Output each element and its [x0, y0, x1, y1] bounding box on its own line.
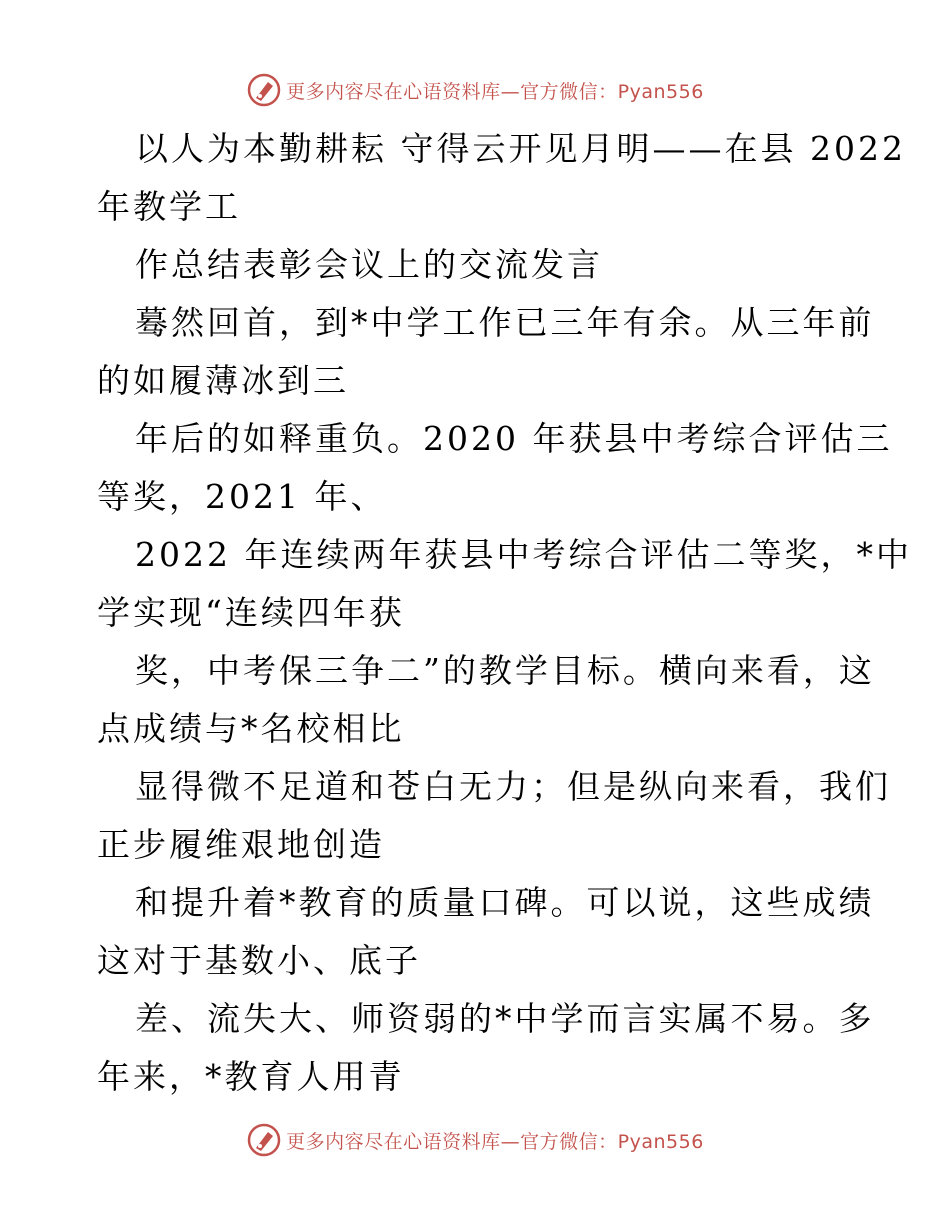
- text-line: 点成绩与*名校相比: [97, 709, 405, 748]
- text-line: 年来，*教育人用青: [97, 1057, 405, 1096]
- text-line: 学实现“连续四年获: [97, 593, 405, 632]
- text-line: 差、流失大、师资弱的*中学而言实属不易。多: [135, 999, 875, 1038]
- text-line: 蓦然回首，到*中学工作已三年有余。从三年前: [135, 303, 875, 342]
- text-line: 正步履维艰地创造: [97, 825, 385, 864]
- text-line: 显得微不足道和苍白无力；但是纵向来看，我们: [135, 767, 891, 806]
- text-line: 和提升着*教育的质量口碑。可以说，这些成绩: [135, 883, 875, 922]
- text-line: 这对于基数小、底子: [97, 941, 421, 980]
- text-line: 的如履薄冰到三: [97, 361, 349, 400]
- text-line: 年后的如释重负。2020 年获县中考综合评估三: [135, 419, 893, 458]
- header-watermark-banner: [0, 70, 950, 110]
- text-line: 年教学工: [97, 187, 241, 226]
- text-line: 以人为本勤耕耘 守得云开见月明——在县 2022: [135, 129, 906, 168]
- text-line: 奖，中考保三争二”的教学目标。横向来看，这: [135, 651, 875, 690]
- document-body: [97, 120, 912, 1106]
- text-line: 2022 年连续两年获县中考综合评估二等奖，*中: [135, 535, 912, 574]
- pen-nib-logo-icon: [246, 72, 282, 108]
- watermark-text: 更多内容尽在心语资料库—官方微信：Pyan556: [286, 80, 704, 103]
- footer-watermark-banner: [0, 1120, 950, 1160]
- watermark-text: 更多内容尽在心语资料库—官方微信：Pyan556: [286, 1130, 704, 1153]
- pen-nib-logo-icon: [246, 1122, 282, 1158]
- text-line: 等奖，2021 年、: [97, 477, 387, 516]
- text-line: 作总结表彰会议上的交流发言: [135, 245, 603, 284]
